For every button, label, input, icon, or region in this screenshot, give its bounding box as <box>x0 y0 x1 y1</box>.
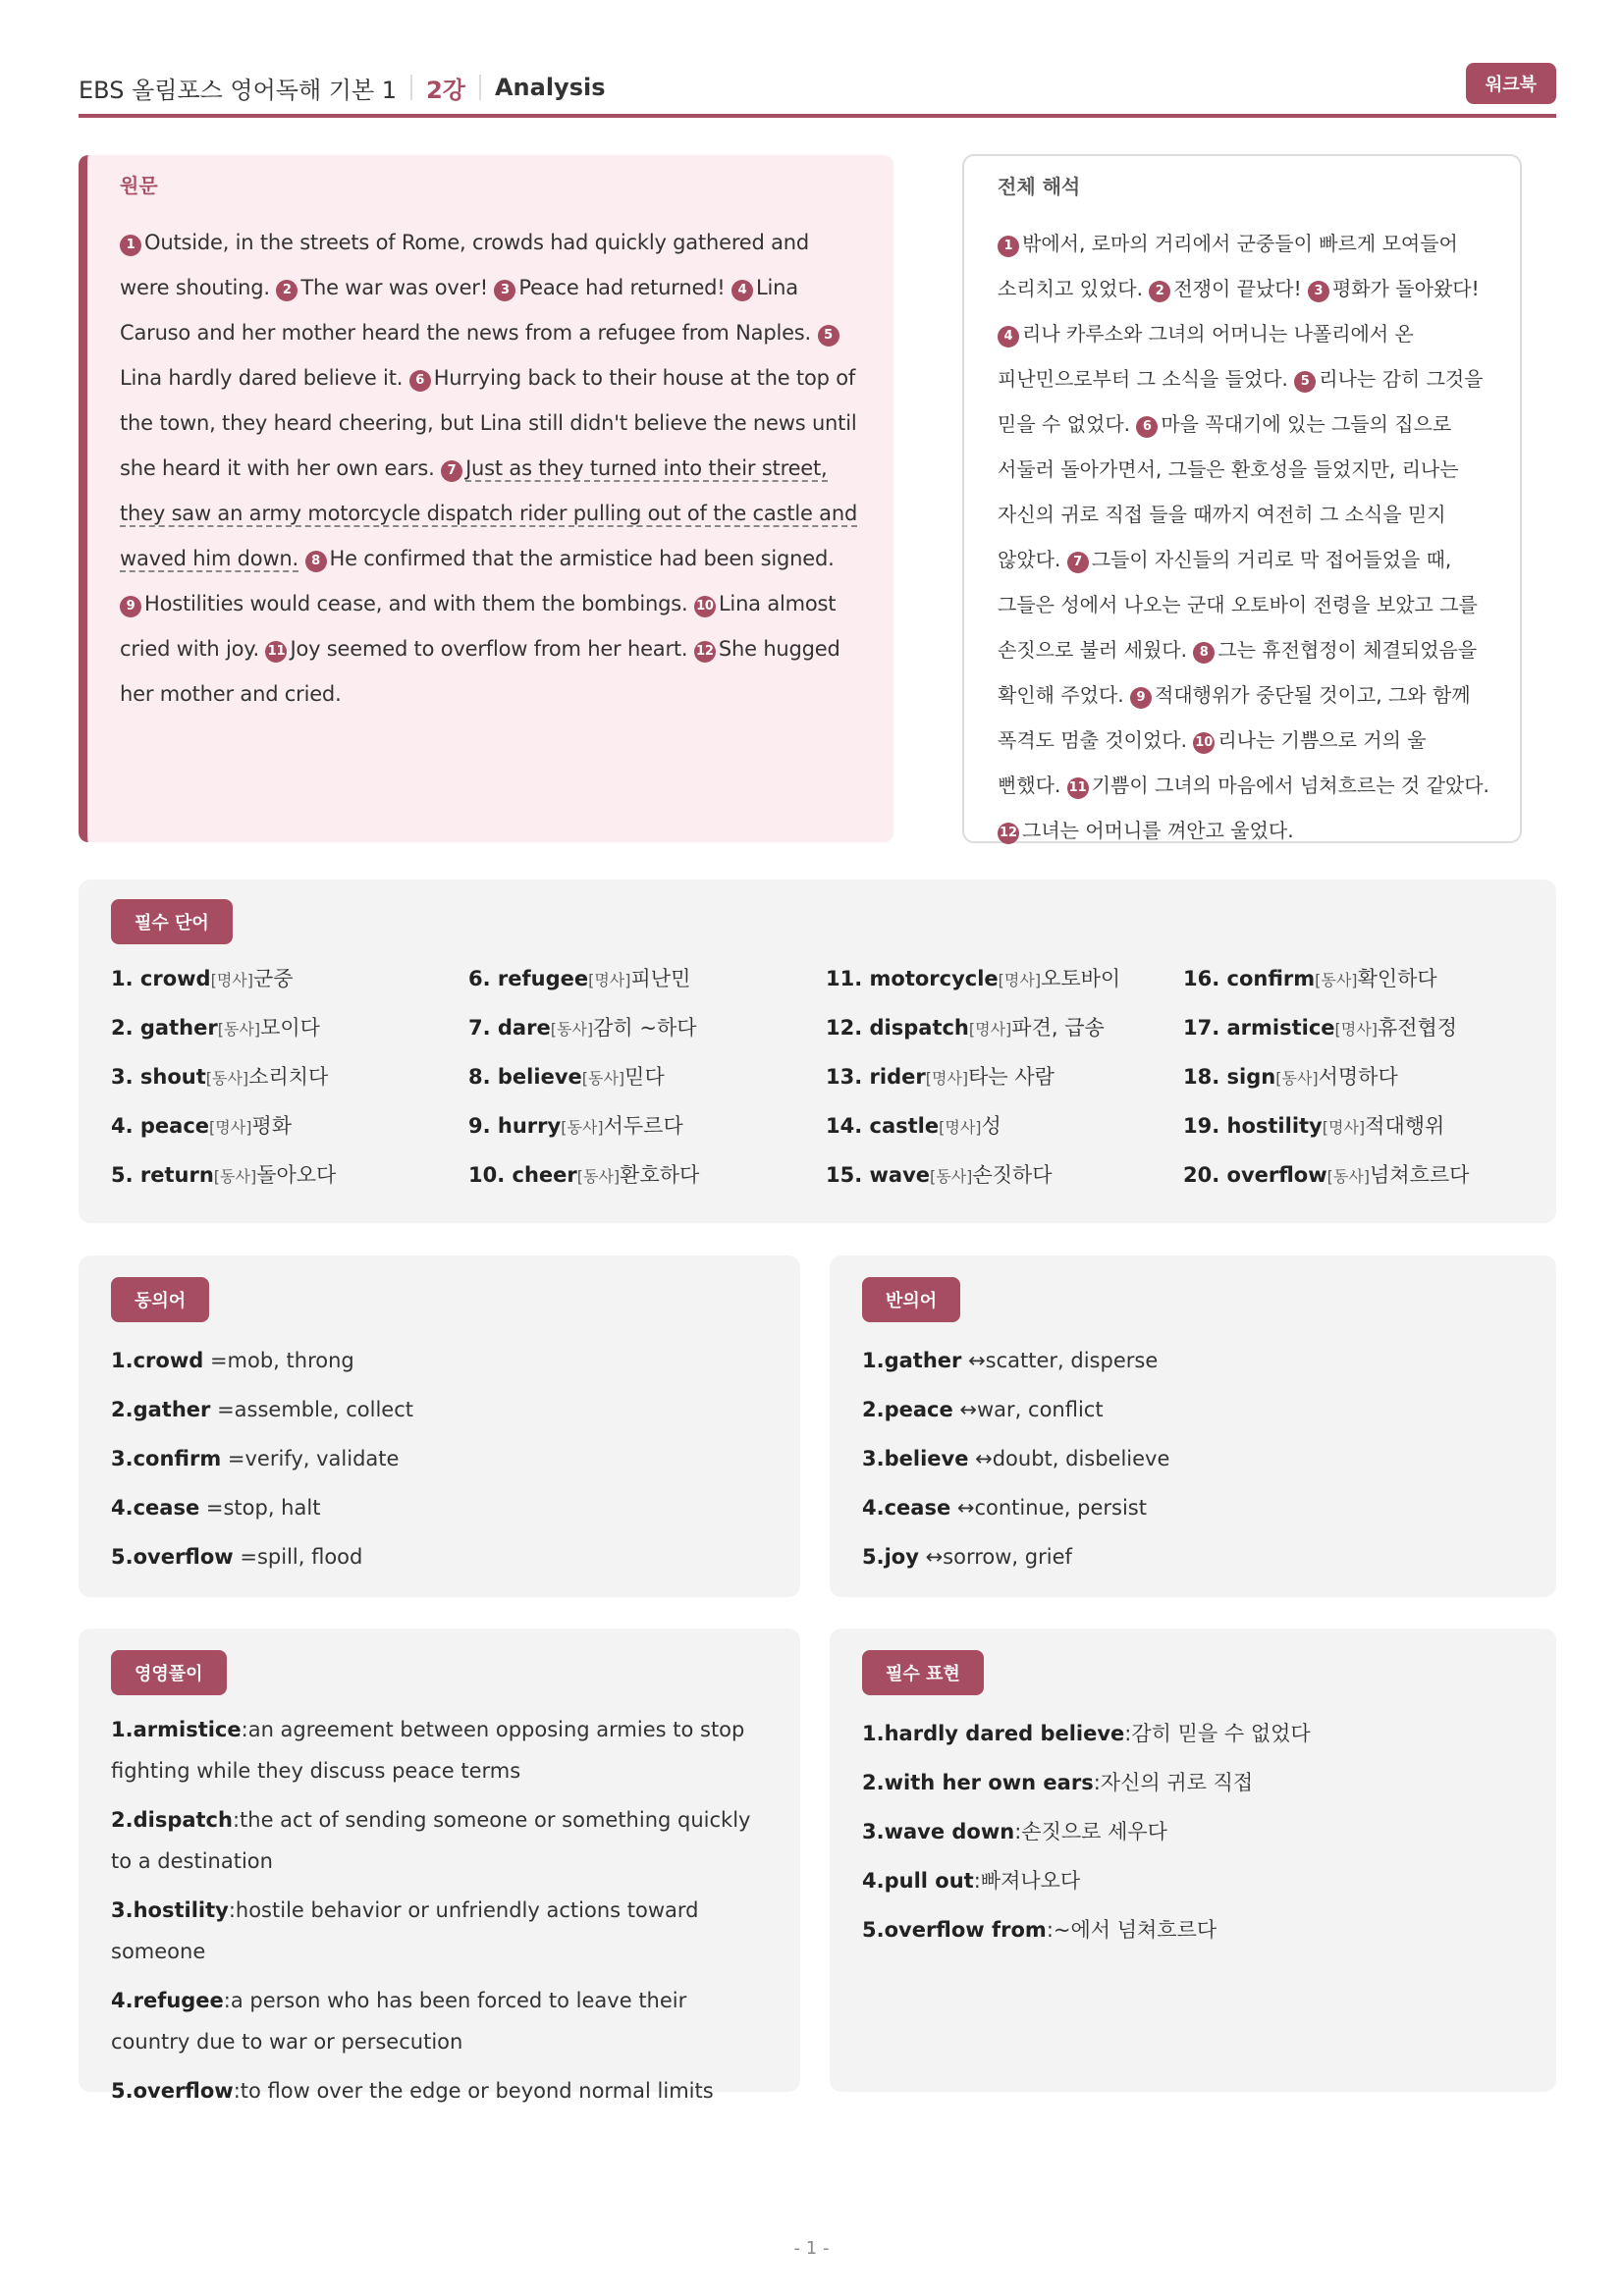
vocab-item: 14. castle[명사]성 <box>826 1114 1001 1138</box>
translation-sentence: 10 리나는 기쁨으로 거의 울 뻔했다. <box>998 728 1427 797</box>
expression-item: 1.hardly dared believe:감히 믿을 수 없었다 <box>862 1722 1311 1745</box>
original-passage <box>120 220 862 717</box>
vocabulary-column <box>826 954 1183 1200</box>
vocab-item: 9. hurry[동사]서두르다 <box>468 1114 683 1138</box>
vocabulary-panel <box>79 880 1556 1223</box>
antonym-list <box>862 1336 1524 1581</box>
sentence-number: 2 <box>276 280 298 301</box>
synonyms-tag: 동의어 <box>111 1277 209 1322</box>
vocab-item: 17. armistice[명사]휴전협정 <box>1183 1016 1458 1040</box>
sentence-number: 7 <box>441 460 462 482</box>
translation-sentence: 3 평화가 돌아왔다! <box>1308 277 1480 300</box>
vocab-item: 16. confirm[동사]확인하다 <box>1183 967 1437 990</box>
sentence-number: 12 <box>694 641 716 663</box>
workbook-badge: 워크북 <box>1466 63 1556 104</box>
synonyms-panel <box>79 1255 800 1597</box>
vocab-item: 15. wave[동사]손짓하다 <box>826 1163 1053 1187</box>
vocab-item: 12. dispatch[명사]파견, 급송 <box>826 1016 1105 1040</box>
vocabulary-tag: 필수 단어 <box>111 899 233 944</box>
sentence-number: 6 <box>409 370 431 392</box>
vocabulary-column <box>468 954 826 1200</box>
original-title: 원문 <box>120 174 158 197</box>
definition-item: 5.overflow:to flow over the edge or beyond normal limits <box>111 2079 714 2103</box>
vocab-item: 5. return[동사]돌아오다 <box>111 1163 337 1187</box>
synonym-list <box>111 1336 768 1581</box>
sentence: 6 Hurrying back to their house at the top of the town, they heard cheering, but Lina still didn't believe the news until she heard it with her own ears. <box>120 366 857 480</box>
sentence-number: 2 <box>1149 281 1170 302</box>
vocab-item: 10. cheer[동사]환호하다 <box>468 1163 700 1187</box>
translation-sentence: 4 리나 카루소와 그녀의 어머니는 나폴리에서 온 피난민으로부터 그 소식을 들었다. <box>998 322 1414 391</box>
sentence-number: 10 <box>1193 732 1215 754</box>
english-definitions-panel <box>79 1629 800 2103</box>
antonym-item: 5.joy ↔sorrow, grief <box>862 1545 1072 1569</box>
translation-sentence: 7 그들이 자신들의 거리로 막 접어들었을 때, 그들은 성에서 나오는 군대 오토바이 전령을 보았고 그를 손짓으로 불러 세웠다. <box>998 548 1478 662</box>
vocab-item: 3. shout[동사]소리치다 <box>111 1065 329 1089</box>
vocabulary-grid <box>111 954 1524 1200</box>
sentence: 8 He confirmed that the armistice had been signed. <box>305 547 835 570</box>
vocab-item: 2. gather[동사]모이다 <box>111 1016 320 1040</box>
expression-list <box>862 1709 1524 1954</box>
synonym-item: 2.gather =assemble, collect <box>111 1398 413 1421</box>
original-passage-box <box>79 155 893 842</box>
sentence: 11 Joy seemed to overflow from her heart. <box>265 637 687 661</box>
vocab-item: 7. dare[동사]감히 ~하다 <box>468 1016 697 1040</box>
expression-item: 3.wave down:손짓으로 세우다 <box>862 1820 1167 1843</box>
sentence-number: 11 <box>265 641 287 663</box>
expressions-tag: 필수 표현 <box>862 1650 984 1695</box>
sentence: 12 She hugged her mother and cried. <box>120 637 840 706</box>
translation-box <box>962 154 1522 843</box>
translation-sentence: 6 마을 꼭대기에 있는 그들의 집으로 서둘러 돌아가면서, 그들은 환호성을 들었지만, 리나는 자신의 귀로 직접 들을 때까지 여전히 그 소식을 믿지 않았다. <box>998 412 1459 571</box>
vocab-item: 6. refugee[명사]피난민 <box>468 967 691 990</box>
sentence: 1 Outside, in the streets of Rome, crowds had quickly gathered and were shouting. <box>120 231 810 299</box>
sentence: 3 Peace had returned! <box>494 276 725 299</box>
translation-sentence: 5 리나는 감히 그것을 믿을 수 없었다. <box>998 367 1484 436</box>
translation-sentence: 1 밖에서, 로마의 거리에서 군중들이 빠르게 모여들어 소리치고 있었다. <box>998 232 1458 300</box>
synonym-item: 5.overflow =spill, flood <box>111 1545 363 1569</box>
definition-item: 1.armistice:an agreement between opposing armies to stop fighting while they discuss peace terms <box>111 1718 745 1783</box>
vocab-item: 8. believe[동사]믿다 <box>468 1065 665 1089</box>
sentence: 5Lina hardly dared believe it. <box>120 321 842 390</box>
sentence-number: 1 <box>120 235 141 256</box>
vocab-item: 18. sign[동사]서명하다 <box>1183 1065 1398 1089</box>
sentence-number: 1 <box>998 236 1019 257</box>
sentence-number: 5 <box>1294 371 1316 393</box>
vocab-item: 1. crowd[명사]군중 <box>111 967 294 990</box>
antonym-item: 1.gather ↔scatter, disperse <box>862 1349 1159 1372</box>
synonym-item: 1.crowd =mob, throng <box>111 1349 354 1372</box>
sentence-number: 4 <box>731 280 753 301</box>
antonyms-tag: 반의어 <box>862 1277 960 1322</box>
definition-list <box>111 1709 768 2111</box>
translation-text <box>998 221 1490 853</box>
vocab-item: 19. hostility[명사]적대행위 <box>1183 1114 1445 1138</box>
translation-sentence: 12 그녀는 어머니를 껴안고 울었다. <box>999 819 1294 842</box>
sentence: 9 Hostilities would cease, and with them the bombings. <box>120 592 687 615</box>
sentence-number: 4 <box>998 326 1019 347</box>
sentence-number: 11 <box>1067 777 1089 799</box>
header-divider <box>479 75 481 100</box>
page-header <box>79 61 1556 118</box>
sentence-number: 9 <box>120 596 141 617</box>
sentence-number: 3 <box>494 280 515 301</box>
expression-item: 2.with her own ears:자신의 귀로 직접 <box>862 1771 1254 1794</box>
expressions-panel <box>830 1629 1556 2092</box>
synonym-item: 3.confirm =verify, validate <box>111 1447 400 1470</box>
translation-title: 전체 해석 <box>998 175 1081 198</box>
translation-sentence: 2 전쟁이 끝났다! <box>1149 277 1301 300</box>
synonym-item: 4.cease =stop, halt <box>111 1496 321 1520</box>
sentence-number: 3 <box>1308 281 1329 302</box>
sentence: 10 Lina almost cried with joy. <box>120 592 837 661</box>
vocab-item: 20. overflow[동사]넘쳐흐르다 <box>1183 1163 1470 1187</box>
sentence-number: 12 <box>998 823 1019 844</box>
vocabulary-column <box>111 954 468 1200</box>
section-title: Analysis <box>494 74 606 101</box>
expression-item: 5.overflow from:~에서 넘쳐흐르다 <box>862 1918 1217 1942</box>
translation-sentence: 9 적대행위가 중단될 것이고, 그와 함께 폭격도 멈출 것이었다. <box>998 683 1471 752</box>
lesson-number: 2강 <box>426 76 465 104</box>
page-number: - 1 - <box>793 2238 830 2259</box>
sentence-number: 5 <box>818 325 839 347</box>
vocab-item: 13. rider[명사]타는 사람 <box>826 1065 1055 1089</box>
antonyms-panel <box>830 1255 1556 1597</box>
sentence-number: 8 <box>1193 642 1215 664</box>
expression-item: 4.pull out:빠져나오다 <box>862 1869 1081 1893</box>
sentence-number: 9 <box>1130 687 1152 709</box>
sentence-number: 10 <box>694 596 716 617</box>
sentence: 4 Lina Caruso and her mother heard the news from a refugee from Naples. <box>120 276 812 345</box>
antonym-item: 3.believe ↔doubt, disbelieve <box>862 1447 1170 1470</box>
vocabulary-column <box>1183 954 1541 1200</box>
sentence-number: 6 <box>1136 416 1158 438</box>
english-definitions-tag: 영영풀이 <box>111 1650 227 1695</box>
sentence-number: 8 <box>305 551 327 572</box>
antonym-item: 2.peace ↔war, conflict <box>862 1398 1104 1421</box>
antonym-item: 4.cease ↔continue, persist <box>862 1496 1147 1520</box>
vocab-item: 11. motorcycle[명사]오토바이 <box>826 967 1121 990</box>
sentence: 2 The war was over! <box>276 276 488 299</box>
header-divider <box>410 75 412 100</box>
book-title: EBS 올림포스 영어독해 기본 1 <box>79 76 398 104</box>
translation-sentence: 11 기쁨이 그녀의 마음에서 넘쳐흐르는 것 같았다. <box>1068 774 1489 797</box>
underlined-sentence: Just as they turned into their street, they saw an army motorcycle dispatch rider pulling out of the castle and waved him down. <box>120 456 858 570</box>
definition-item: 3.hostility:hostile behavior or unfriendly actions toward someone <box>111 1898 699 1963</box>
definition-item: 4.refugee:a person who has been forced to leave their country due to war or persecution <box>111 1989 687 2054</box>
vocab-item: 4. peace[명사]평화 <box>111 1114 293 1138</box>
translation-sentence: 8 그는 휴전협정이 체결되었음을 확인해 주었다. <box>998 638 1478 707</box>
sentence-number: 7 <box>1067 552 1089 573</box>
definition-item: 2.dispatch:the act of sending someone or something quickly to a destination <box>111 1808 751 1873</box>
